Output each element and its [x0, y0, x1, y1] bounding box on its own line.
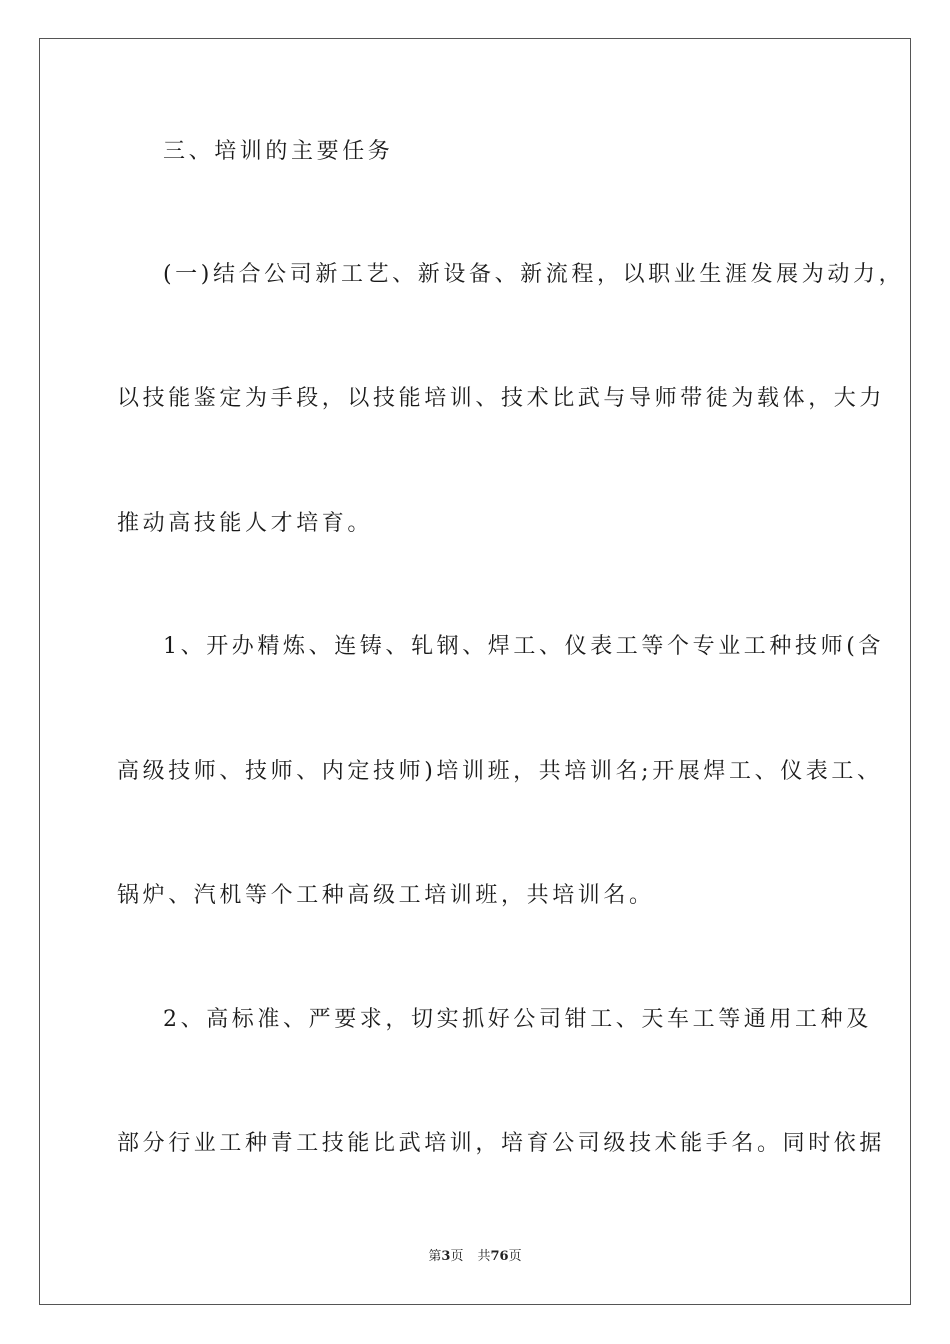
- paragraph-line: 锅炉、汽机等个工种高级工培训班，共培训名。: [117, 883, 655, 908]
- paragraph-line: (一)结合公司新工艺、新设备、新流程，以职业生涯发展为动力，: [163, 262, 905, 287]
- paragraph-line: 1、开办精炼、连铸、轧钢、焊工、仪表工等个专业工种技师(含: [163, 634, 884, 659]
- paragraph-line: 部分行业工种青工技能比武培训，培育公司级技术能手名。同时依据: [117, 1131, 886, 1156]
- total-suffix: 页: [508, 1249, 522, 1264]
- page-number: 3: [441, 1249, 451, 1264]
- section-heading: 三、培训的主要任务: [163, 139, 394, 164]
- page-frame: [39, 38, 911, 1305]
- paragraph-line: 推动高技能人才培育。: [117, 511, 374, 536]
- paragraph-line: 2、高标准、严要求，切实抓好公司钳工、天车工等通用工种及: [163, 1007, 872, 1032]
- page-prefix: 第: [428, 1249, 442, 1264]
- page-footer: [0, 1248, 950, 1266]
- total-prefix: 共: [477, 1249, 491, 1264]
- paragraph-line: 以技能鉴定为手段，以技能培训、技术比武与导师带徒为载体，大力: [117, 386, 886, 411]
- paragraph-line: 高级技师、技师、内定技师)培训班，共培训名;开展焊工、仪表工、: [117, 759, 883, 784]
- page-suffix: 页: [450, 1249, 464, 1264]
- total-pages: 76: [490, 1249, 509, 1264]
